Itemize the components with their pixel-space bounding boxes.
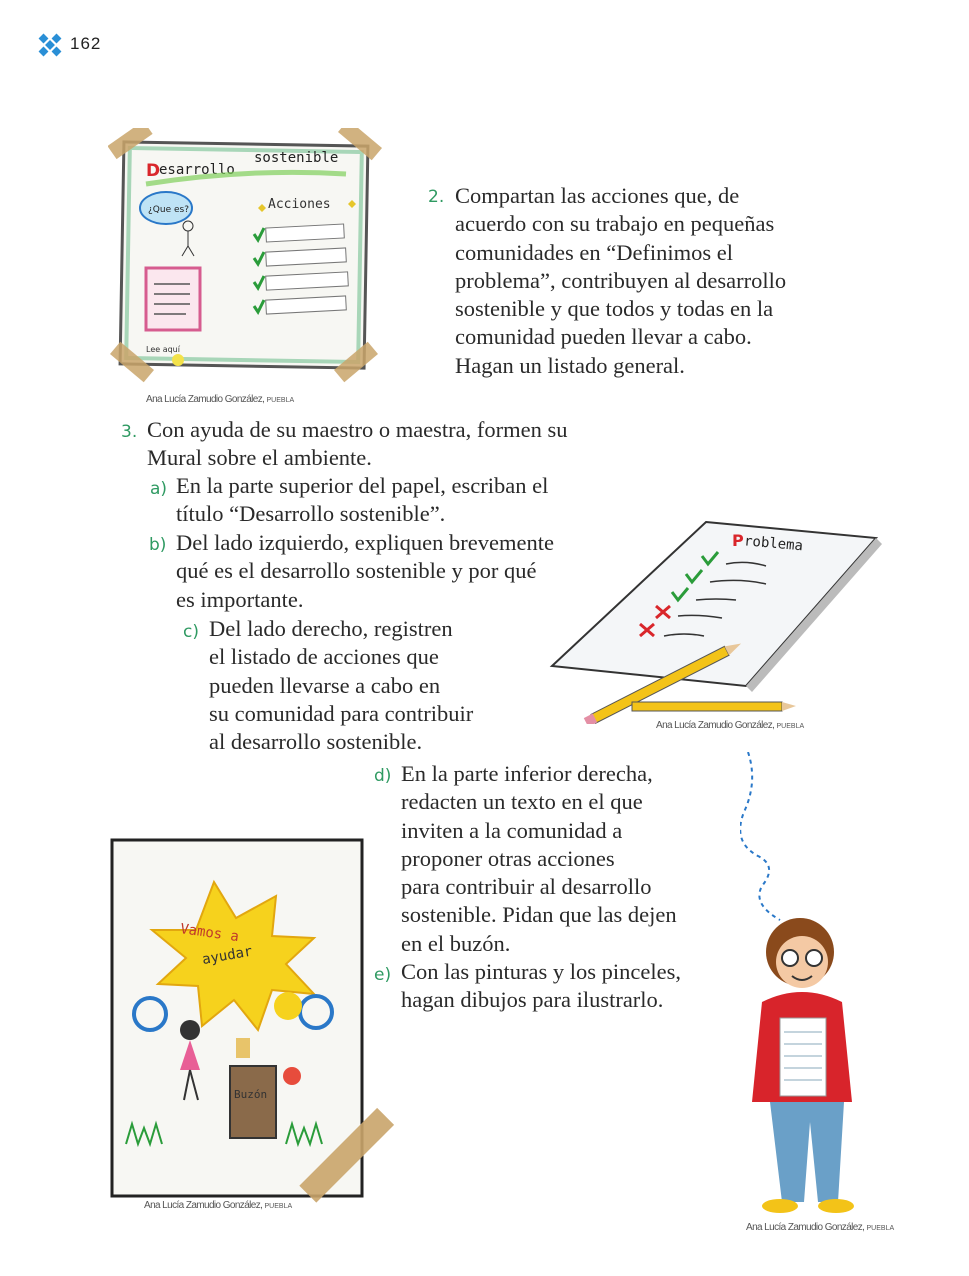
image-credit: Ana Lucía Zamudio González, PUEBLA [656,720,805,731]
item-3-text: Con ayuda de su maestro o maestra, formen su Mural sobre el ambiente. [147,417,568,471]
image-credit: Ana Lucía Zamudio González, PUEBLA [746,1222,895,1233]
item-3e-text: Con las pinturas y los pinceles, hagan dibujos para ilustrarlo. [401,959,681,1013]
item-3d-marker: d) [374,766,392,786]
poster1-title-2: sostenible [254,150,339,166]
item-3a-text: En la parte superior del papel, escriban el título “Desarrollo sostenible”. [176,473,549,527]
item-3c-marker: c) [183,622,199,642]
item-3b-text: Del lado izquierdo, expliquen brevemente qué es el desarrollo sostenible y por qué es importante. [176,530,554,612]
item-3-marker: 3. [121,422,138,442]
poster1-bubble: ¿Que es? [148,205,189,215]
poster2-box-label: Buzón [234,1088,268,1101]
poster2-banner-line2: ayudar [200,943,254,969]
boy-with-paper-illustration [740,752,880,1216]
poster1-title-initial: D [146,161,161,181]
item-3c-text: Del lado derecho, registren el listado de acciones que pueden llevarse a cabo en su comunidad para contribuir al desarrollo sostenible. [209,616,474,755]
poster2-banner-line1: Vamos a [179,921,240,946]
checklist-title-initial: P [732,531,744,550]
lets-help-poster-illustration [106,834,408,1212]
item-3a-marker: a) [150,479,168,499]
poster1-title: esarrollo [159,162,235,178]
item-3b-marker: b) [149,535,167,555]
page-number: 162 [70,34,102,53]
problem-checklist-illustration [546,518,882,724]
sustainable-development-poster-illustration [108,128,386,384]
item-2-text: Compartan las acciones que, de acuerdo con su trabajo en pequeñas comunidades en “Definimos el problema”, contribuyen al desarrollo sostenible y que todos y todas en la comunidad pueden llevar a cabo. Hagan un listado general. [455,183,787,378]
image-credit: Ana Lucía Zamudio González, PUEBLA [144,1200,293,1211]
item-3d-text: En la parte inferior derecha, redacten un texto en el que inviten a la comunidad a proponer otras acciones para contribuir al desarrollo sostenible. Pidan que las dejen en el buzón. [401,761,677,956]
book-logo-icon [37,32,63,58]
item-2-marker: 2. [428,187,445,207]
checklist-title: roblema [743,533,804,555]
image-credit: Ana Lucía Zamudio González, PUEBLA [146,394,295,405]
poster1-acciones: Acciones [268,197,331,212]
poster1-lee: Lee aquí [146,345,180,354]
item-3e-marker: e) [374,965,392,985]
